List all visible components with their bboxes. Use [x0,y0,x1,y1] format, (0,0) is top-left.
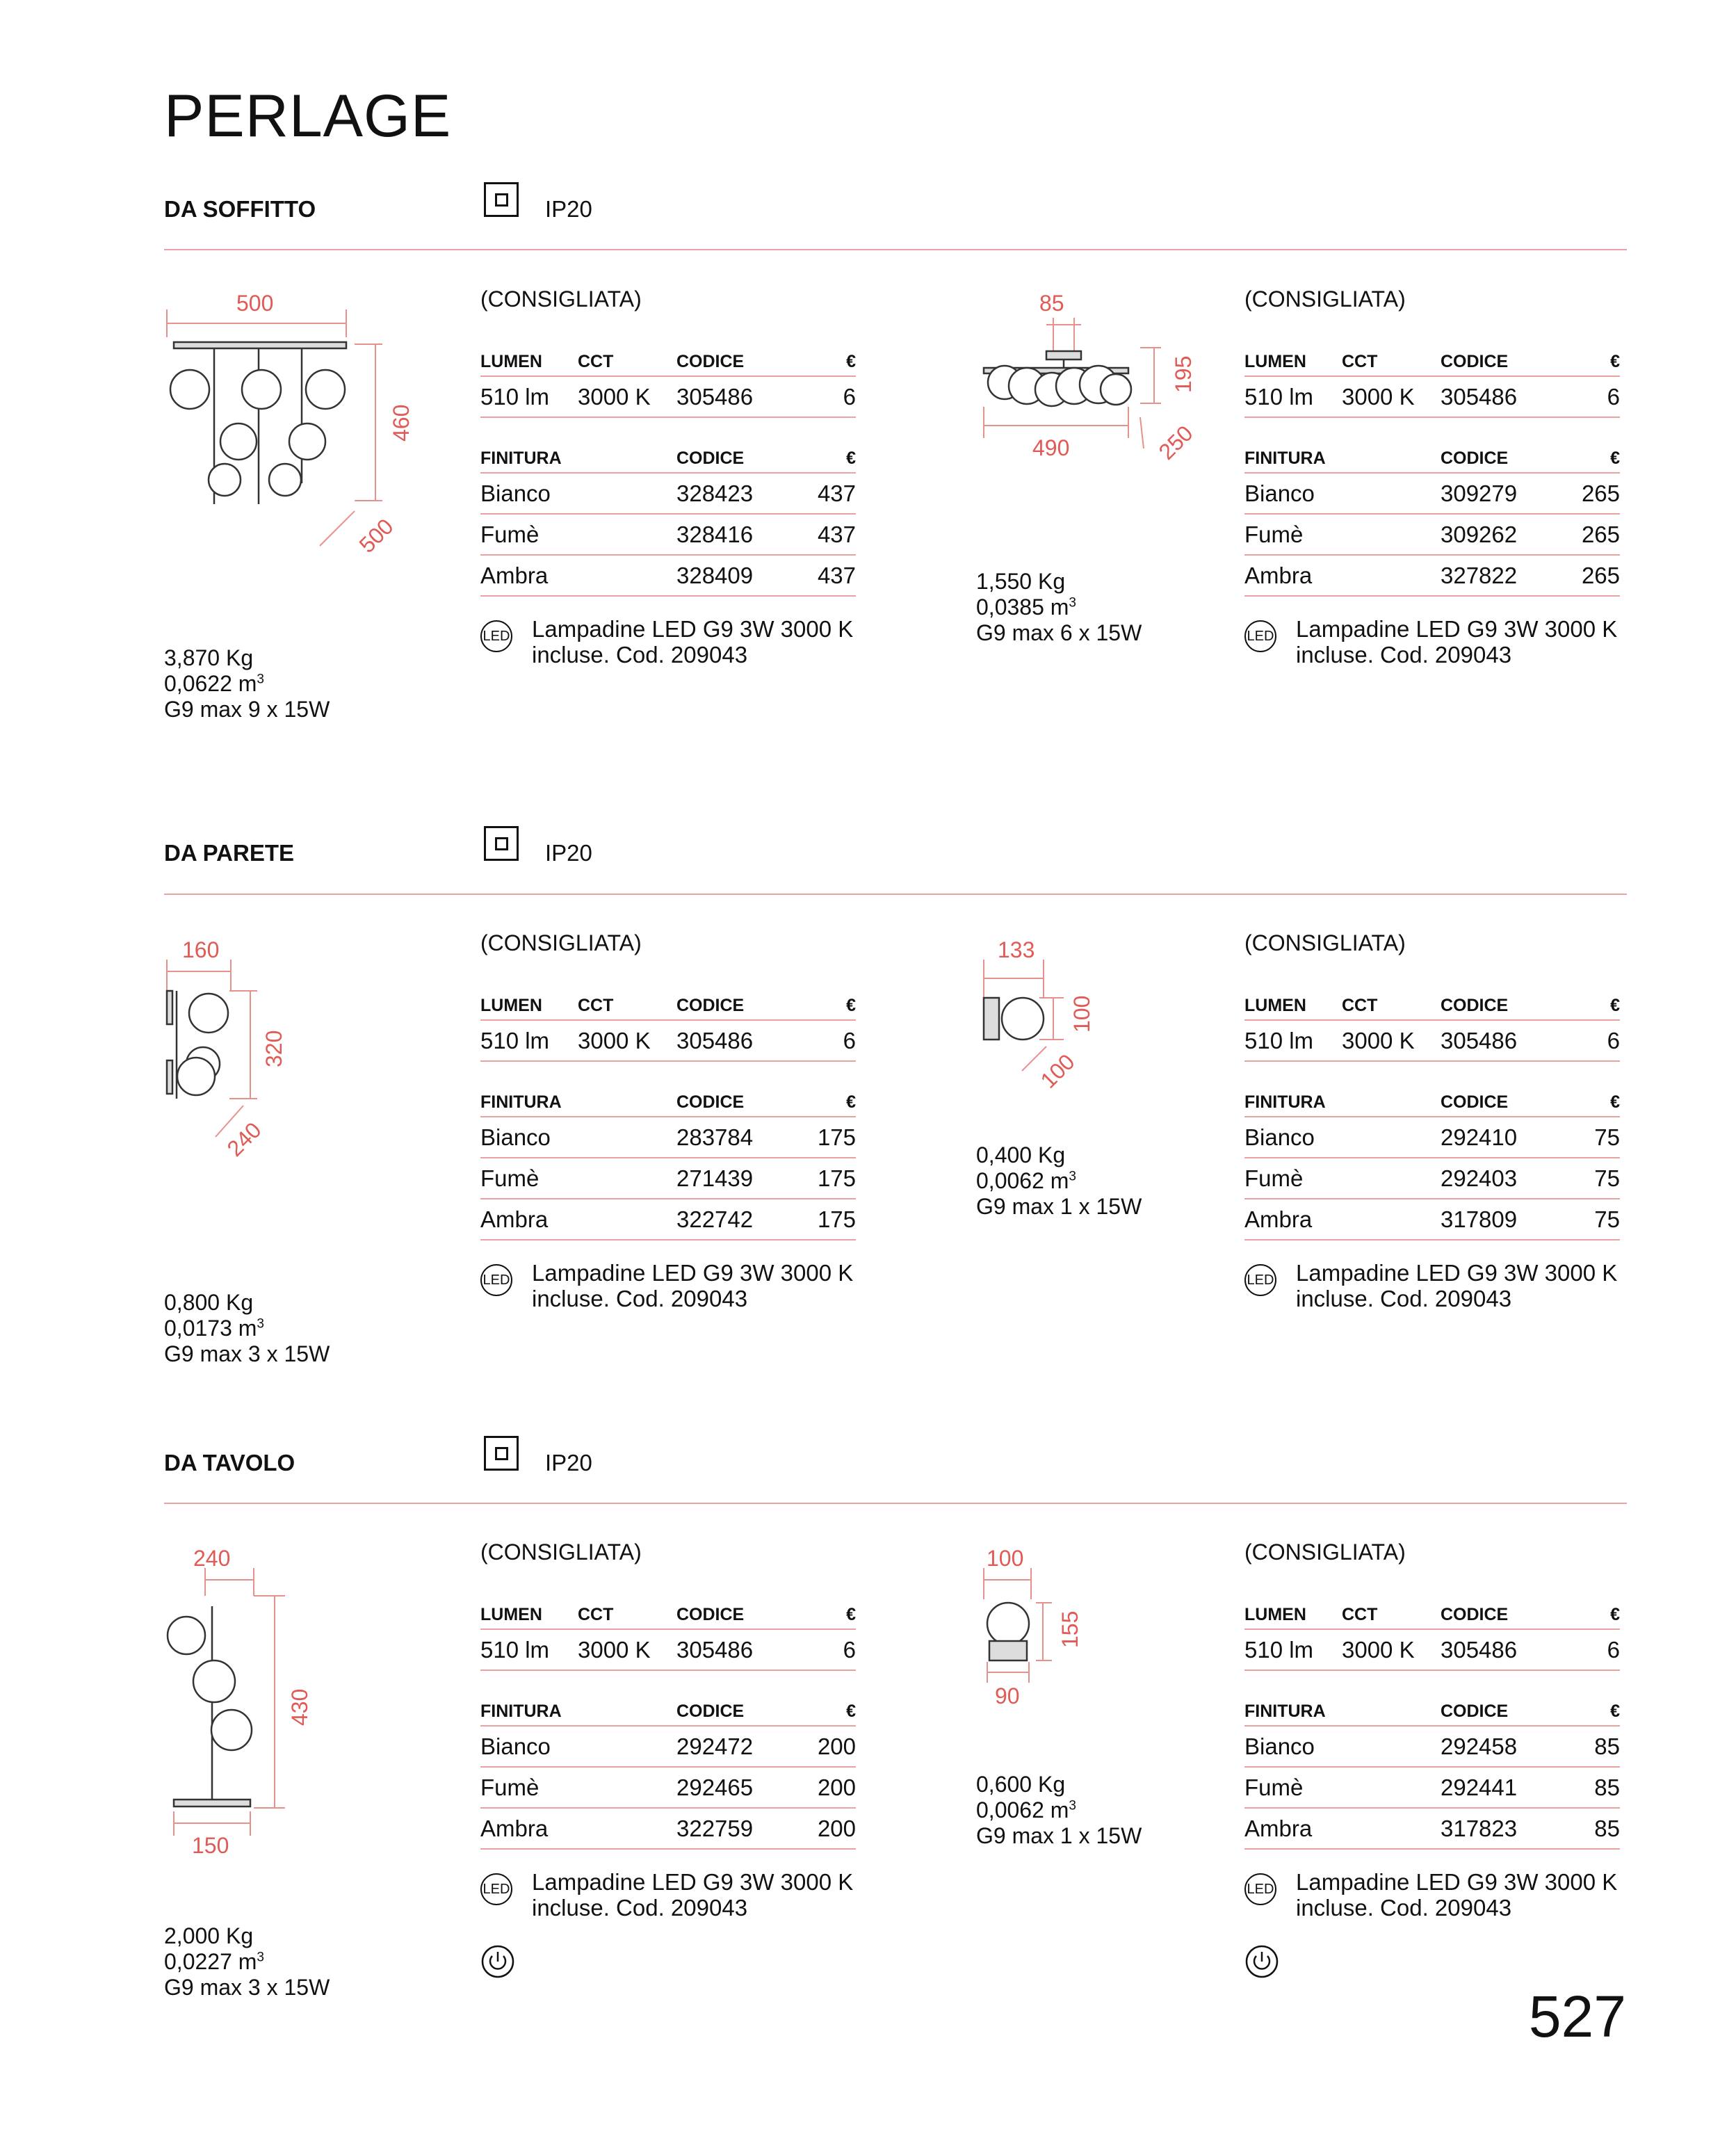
lumen-header: LUMEN CCT CODICE € [1244,348,1620,377]
product-table-ceiling-large [480,286,856,668]
dim-canopy: 85 [1039,291,1064,316]
finish-header: FINITURA CODICE € [480,1088,856,1117]
finish-row: Ambra 322759 200 [480,1809,856,1850]
weight: 1,550 Kg [976,569,1066,594]
bulb-spec: G9 max 1 x 15W [976,1823,1142,1848]
power-switch-icon [480,1944,515,1979]
volume: 0,0227 $m^3$ [164,1949,264,1974]
finish-row: Bianco 292410 75 [1244,1117,1620,1158]
ip-rating-icon [484,182,519,217]
consigliata-label: (CONSIGLIATA) [480,930,642,955]
finish-row: Fumè 292465 200 [480,1768,856,1809]
consigliata-label: (CONSIGLIATA) [1244,286,1406,312]
consigliata-label: (CONSIGLIATA) [1244,1539,1406,1565]
consigliata-label: (CONSIGLIATA) [1244,930,1406,955]
weight: 0,400 Kg [976,1142,1066,1167]
weight: 0,600 Kg [976,1772,1066,1797]
volume: 0,0622 $m^3$ [164,671,264,696]
product-table-ceiling-small [1244,286,1620,668]
bulb-spec: G9 max 3 x 15W [164,1341,330,1366]
ip-rating-text: IP20 [545,840,592,866]
dimension-drawing-table-small [970,1537,1151,1717]
dim-base: 90 [995,1683,1020,1708]
section-divider [164,249,1627,250]
led-icon: LED [480,620,512,652]
led-note: LED Lampadine LED G9 3W 3000 K incluse. Cod. 209043 [1244,616,1620,668]
finish-row: Ambra 317823 85 [1244,1809,1620,1850]
lumen-header: LUMEN CCT CODICE € [480,348,856,377]
volume: 0,0385 $m^3$ [976,595,1076,620]
ip-rating-icon [484,1436,519,1471]
finish-row: Bianco 309279 265 [1244,474,1620,515]
product-table-table-large [480,1539,856,1982]
lumen-row: 510 lm 3000 K 305486 6 [1244,1021,1620,1062]
dimension-drawing-ceiling-large [153,282,445,574]
finish-row: Fumè 292441 85 [1244,1768,1620,1809]
dim-depth: 250 [1153,420,1198,464]
led-note: LED Lampadine LED G9 3W 3000 K incluse. Cod. 209043 [480,1869,856,1921]
finish-row: Fumè 271439 175 [480,1158,856,1199]
bulb-spec: G9 max 3 x 15W [164,1975,330,2000]
lumen-header: LUMEN CCT CODICE € [1244,1601,1620,1630]
finish-row: Bianco 283784 175 [480,1117,856,1158]
dim-height: 430 [287,1688,312,1726]
volume: 0,0062 $m^3$ [976,1797,1076,1822]
finish-row: Ambra 322742 175 [480,1199,856,1240]
lumen-row: 510 lm 3000 K 305486 6 [480,377,856,418]
led-note: LED Lampadine LED G9 3W 3000 K incluse. Cod. 209043 [480,616,856,668]
finish-row: Bianco 328423 437 [480,474,856,515]
bulb-spec: G9 max 1 x 15W [976,1194,1142,1219]
lumen-row: 510 lm 3000 K 305486 6 [480,1021,856,1062]
led-icon: LED [1244,1873,1276,1905]
dim-width: 500 [236,291,274,316]
dimension-lines [174,1568,285,1836]
finish-header: FINITURA CODICE € [480,444,856,474]
dim-base: 150 [192,1833,229,1858]
consigliata-label: (CONSIGLIATA) [480,286,642,312]
section-label-soffitto: DA SOFFITTO [164,196,316,222]
weight: 2,000 Kg [164,1923,254,1948]
led-note: LED Lampadine LED G9 3W 3000 K incluse. Cod. 209043 [1244,1869,1620,1921]
fixture-ceiling-large [170,342,346,504]
lumen-header: LUMEN CCT CODICE € [480,1601,856,1630]
lumen-row: 510 lm 3000 K 305486 6 [1244,1630,1620,1671]
volume: 0,0173 $m^3$ [164,1316,264,1341]
dim-width: 490 [1032,435,1070,460]
dim-height: 195 [1171,355,1196,393]
dim-depth: 160 [182,937,220,962]
consigliata-label: (CONSIGLIATA) [480,1539,642,1565]
dimension-drawing-table-large [153,1537,334,1870]
finish-row: Fumè 292403 75 [1244,1158,1620,1199]
bulb-spec: G9 max 9 x 15W [164,697,330,722]
dim-depth: 500 [354,513,398,558]
finish-header: FINITURA CODICE € [1244,1697,1620,1727]
led-note: LED Lampadine LED G9 3W 3000 K incluse. Cod. 209043 [480,1260,856,1311]
ip-rating-text: IP20 [545,1450,592,1476]
weight: 0,800 Kg [164,1290,254,1315]
dim-height: 320 [261,1030,286,1067]
ip-rating-text: IP20 [545,196,592,222]
product-table-wall-small [1244,930,1620,1311]
fixture-wall-large [167,991,228,1099]
led-icon: LED [1244,1264,1276,1296]
dim-depth: 133 [998,937,1035,962]
specs-table-small [976,1772,1142,1849]
fixture-wall-small [984,998,1044,1040]
led-icon: LED [480,1264,512,1296]
led-icon: LED [1244,620,1276,652]
page-title: PERLAGE [164,83,452,149]
power-switch-icon [1244,1944,1279,1979]
specs-wall-large [164,1290,330,1367]
lumen-row: 510 lm 3000 K 305486 6 [1244,377,1620,418]
finish-header: FINITURA CODICE € [480,1697,856,1727]
finish-row: Bianco 292458 85 [1244,1727,1620,1768]
finish-header: FINITURA CODICE € [1244,1088,1620,1117]
specs-ceiling-large [164,645,330,722]
section-divider [164,1503,1627,1504]
led-icon: LED [480,1873,512,1905]
dim-width: 240 [193,1546,231,1571]
dimension-drawing-ceiling-small [970,282,1220,490]
finish-row: Ambra 317809 75 [1244,1199,1620,1240]
dimension-drawing-wall-large [153,928,334,1165]
lumen-header: LUMEN CCT CODICE € [1244,992,1620,1021]
dim-height: 460 [389,404,414,442]
finish-row: Ambra 327822 265 [1244,556,1620,597]
dim-height: 100 [1069,995,1094,1033]
section-divider [164,894,1627,895]
dim-width: 100 [1035,1049,1080,1093]
dimension-drawing-wall-small [970,928,1178,1116]
specs-ceiling-small [976,569,1142,646]
lumen-row: 510 lm 3000 K 305486 6 [480,1630,856,1671]
dimension-lines [167,960,257,1137]
weight: 3,870 Kg [164,645,254,670]
specs-table-large [164,1923,330,2001]
finish-row: Fumè 309262 265 [1244,515,1620,556]
ip-rating-icon [484,826,519,861]
volume: 0,0062 $m^3$ [976,1168,1076,1193]
section-label-tavolo: DA TAVOLO [164,1450,295,1476]
product-table-table-small [1244,1539,1620,1982]
dim-height: 155 [1057,1610,1082,1648]
product-table-wall-large [480,930,856,1311]
finish-header: FINITURA CODICE € [1244,444,1620,474]
lumen-header: LUMEN CCT CODICE € [480,992,856,1021]
dim-sphere: 100 [987,1546,1024,1571]
finish-row: Fumè 328416 437 [480,515,856,556]
page-number: 527 [1528,1984,1626,2049]
specs-wall-small [976,1142,1142,1220]
finish-row: Bianco 292472 200 [480,1727,856,1768]
fixture-table-small [987,1603,1029,1660]
dim-width: 240 [222,1117,266,1161]
fixture-ceiling-small [984,351,1131,406]
fixture-table-large [168,1606,252,1807]
finish-row: Ambra 328409 437 [480,556,856,597]
bulb-spec: G9 max 6 x 15W [976,620,1142,645]
section-label-parete: DA PARETE [164,840,295,866]
led-note: LED Lampadine LED G9 3W 3000 K incluse. Cod. 209043 [1244,1260,1620,1311]
